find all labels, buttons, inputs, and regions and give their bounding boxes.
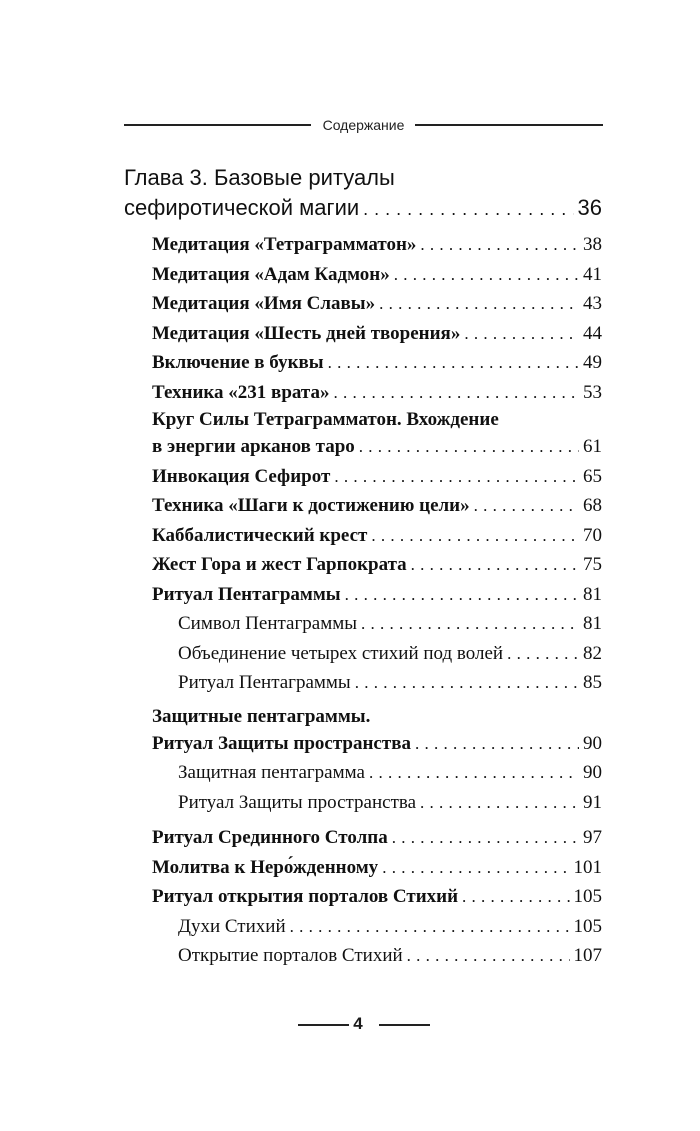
footer-rule-left — [298, 1024, 349, 1026]
toc-entry-title: Медитация «Шесть дней творения» — [152, 322, 461, 344]
toc-entry-page-number: 49 — [583, 352, 602, 373]
chapter-title-line2: сефиротической магии — [124, 195, 360, 220]
toc-entry-title: Техника «Шаги к достижению цели» — [152, 495, 470, 516]
toc-entry-row — [152, 462, 602, 492]
dot-leader — [363, 194, 573, 224]
toc-entry-page-number: 85 — [583, 672, 602, 693]
toc-entry-title: Включение в буквы — [152, 352, 324, 373]
footer-rule-right — [379, 1024, 430, 1026]
toc-entry — [152, 853, 602, 883]
toc-entry — [152, 823, 602, 853]
toc-entry — [152, 882, 602, 912]
running-header — [124, 113, 603, 137]
toc-entry-title: Ритуал Пентаграммы — [178, 672, 351, 693]
dot-leader — [420, 230, 579, 260]
toc-entry-page-number: 65 — [583, 465, 602, 487]
toc-entry-page-number: 90 — [583, 762, 602, 783]
toc-entry — [152, 378, 602, 408]
toc-subentry — [178, 668, 602, 698]
toc-entry — [152, 550, 602, 580]
dot-leader — [394, 260, 579, 290]
toc-entry-title: Молитва к Неро́жденному — [152, 856, 379, 878]
toc-entry-row — [178, 941, 602, 971]
toc-subentry — [178, 788, 602, 818]
chapter-title-line1: Глава 3. Базовые ритуалы — [124, 165, 395, 190]
toc-entry-title: Инвокация Сефирот — [152, 465, 331, 487]
toc-entry-row — [152, 550, 602, 580]
toc-entry-page-number: 101 — [573, 856, 602, 878]
toc-entry-row — [178, 668, 602, 698]
dot-leader — [420, 788, 579, 818]
toc-subentry — [178, 912, 602, 942]
toc-entry — [152, 704, 602, 759]
toc-entry-row — [152, 580, 602, 610]
toc-entry-row — [152, 853, 602, 883]
toc-entry-page-number: 107 — [573, 945, 602, 966]
dot-leader — [407, 941, 570, 971]
toc-entry-page-number: 81 — [583, 613, 602, 634]
toc-entry-title: Защитная пентаграмма — [178, 762, 365, 783]
dot-leader — [359, 432, 579, 462]
toc-entry-page-number: 75 — [583, 554, 602, 575]
toc-entry — [152, 462, 602, 492]
dot-leader — [415, 729, 579, 759]
dot-leader — [507, 639, 579, 669]
toc-entry — [152, 348, 602, 378]
toc-entry-row — [152, 823, 602, 853]
page-footer — [0, 1009, 700, 1039]
dot-leader — [334, 462, 579, 492]
toc-entry-page-number: 105 — [573, 915, 602, 937]
toc-entry-title: Ритуал Защиты пространства — [178, 791, 417, 813]
toc-entry-row — [152, 378, 602, 408]
toc-entry-row — [178, 758, 602, 788]
toc-entry-page-number: 43 — [583, 293, 602, 314]
dot-leader — [474, 491, 579, 521]
toc-entry-row — [178, 639, 602, 669]
toc-entry-title: Медитация «Имя Славы» — [152, 293, 376, 314]
dot-leader — [328, 348, 579, 378]
chapter-title-row — [124, 193, 602, 223]
toc-entry — [152, 319, 602, 349]
toc-entry — [152, 230, 602, 260]
toc-entry-page-number: 97 — [583, 827, 602, 848]
toc-entry-title: Духи Стихий — [178, 915, 286, 937]
toc-entry-title: Символ Пентаграммы — [178, 613, 358, 634]
toc-entry-title: Техника «231 врата» — [152, 381, 330, 403]
toc-entry-title: Ритуал Пентаграммы — [152, 583, 341, 605]
toc-entry-title: Медитация «Тетраграмматон» — [152, 234, 417, 255]
toc-entry-page-number: 68 — [583, 495, 602, 516]
toc-entry-row — [152, 432, 602, 462]
toc-entries — [152, 230, 602, 971]
header-rule-right — [415, 124, 603, 126]
toc-entry-page-number: 61 — [583, 436, 602, 457]
dot-leader — [462, 882, 569, 912]
toc-entry — [152, 407, 602, 462]
dot-leader — [369, 758, 579, 788]
toc-entry-row — [152, 521, 602, 551]
dot-leader — [382, 853, 569, 883]
toc-entry-page-number: 41 — [583, 263, 602, 285]
toc-entry-row — [152, 882, 602, 912]
toc-entry-row — [152, 491, 602, 521]
toc-entry — [152, 521, 602, 551]
toc-entry-title: в энергии арканов таро — [152, 436, 355, 457]
chapter-page-number: 36 — [577, 195, 602, 220]
toc-entry-title-line1: Защитные пентаграммы. — [152, 705, 371, 727]
dot-leader — [361, 609, 579, 639]
toc-entry-row — [152, 260, 602, 290]
toc-entry-row — [152, 289, 602, 319]
toc-subentry — [178, 758, 602, 788]
toc-entry-title: Каббалистический крест — [152, 524, 368, 546]
toc-entry-row — [152, 348, 602, 378]
dot-leader — [345, 580, 579, 610]
toc-entry-page-number: 81 — [583, 583, 602, 605]
toc-subentry — [178, 609, 602, 639]
toc-entry-title: Ритуал открытия порталов Стихий — [152, 886, 459, 907]
toc-entry-row — [178, 609, 602, 639]
toc-entry-row — [152, 319, 602, 349]
toc-entry-title: Открытие порталов Стихий — [178, 945, 403, 966]
toc-entry-row — [178, 912, 602, 942]
page-number: 4 — [353, 1014, 363, 1033]
toc-entry-page-number: 105 — [573, 886, 602, 907]
dot-leader — [392, 823, 579, 853]
dot-leader — [371, 521, 579, 551]
toc-entry-page-number: 91 — [583, 791, 602, 813]
toc-entry-page-number: 53 — [583, 381, 602, 403]
toc-entry — [152, 289, 602, 319]
toc-entry-page-number: 90 — [583, 732, 602, 754]
dot-leader — [355, 668, 579, 698]
toc-subentry — [178, 941, 602, 971]
toc-entry-page-number: 70 — [583, 524, 602, 546]
toc-entry — [152, 580, 602, 610]
toc-entry-row — [178, 788, 602, 818]
running-header-text: Содержание — [322, 117, 405, 133]
toc-entry-page-number: 82 — [583, 642, 602, 664]
dot-leader — [464, 319, 579, 349]
toc-entry-page-number: 38 — [583, 234, 602, 255]
toc-entry — [152, 260, 602, 290]
dot-leader — [333, 378, 579, 408]
toc-entry-title-line1: Круг Силы Тетраграмматон. Вхождение — [152, 409, 499, 430]
toc-entry-title: Жест Гора и жест Гарпократа — [152, 554, 407, 575]
toc-subentry — [178, 639, 602, 669]
dot-leader — [290, 912, 570, 942]
toc-entry-page-number: 44 — [583, 322, 602, 344]
toc-entry-row — [152, 230, 602, 260]
toc-entry — [152, 491, 602, 521]
toc-entry-title: Объединение четырех стихий под волей — [178, 642, 504, 664]
dot-leader — [379, 289, 579, 319]
toc-entry-row — [152, 729, 602, 759]
chapter-heading — [124, 163, 602, 223]
toc-entry-title: Ритуал Защиты пространства — [152, 732, 411, 754]
toc-entry-title: Ритуал Срединного Столпа — [152, 827, 388, 848]
dot-leader — [411, 550, 579, 580]
toc-entry-title: Медитация «Адам Кадмон» — [152, 263, 390, 285]
